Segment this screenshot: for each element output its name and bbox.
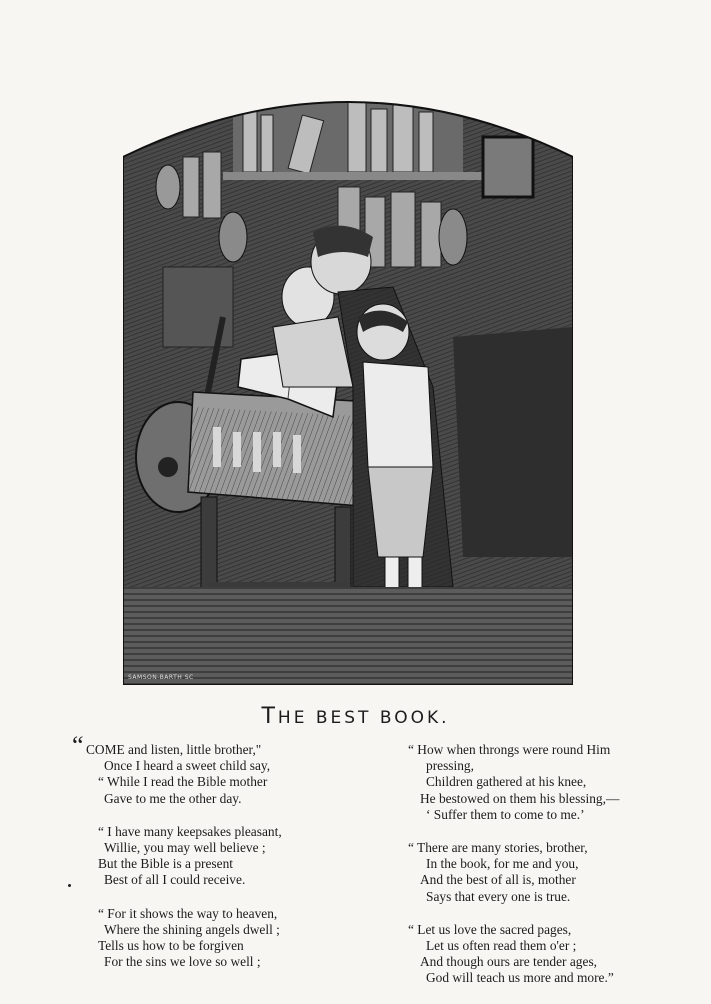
poem-line: “ For it shows the way to heaven, [98, 905, 278, 921]
poem-line: Children gathered at his knee, [426, 774, 587, 790]
poem-line: He bestowed on them his blessing,— [420, 790, 620, 806]
poem-line: Tells us how to be forgiven [98, 938, 244, 954]
poem-line: But the Bible is a present [98, 856, 233, 872]
stanza [408, 742, 698, 823]
poem-line: And though ours are tender ages, [420, 954, 598, 970]
poem-line: Best of all I could receive. [104, 872, 246, 888]
poem-line: pressing, [426, 758, 474, 774]
poem-line: In the book, for me and you, [426, 856, 579, 872]
poem-line: “ How when throngs were round Him [408, 742, 611, 757]
poem-line: ‘ Suffer them to come to me.’ [426, 806, 585, 822]
stanza [86, 906, 356, 971]
title-initial: T [261, 704, 278, 729]
poem-line: Gave to me the other day. [104, 790, 242, 806]
poem-line: God will teach us more and more.” [426, 970, 614, 986]
poem-line: “ I have many keepsakes pleasant, [98, 823, 282, 839]
poem-line: Let us often read them o'er ; [426, 938, 577, 954]
poem-line: And the best of all is, mother [420, 872, 576, 888]
poem-line: “ While I read the Bible mother [98, 774, 268, 790]
poem-line: “ Let us love the sacred pages, [408, 921, 572, 937]
title-text: HE BEST BOOK. [277, 708, 450, 728]
poem-title [0, 704, 711, 729]
stanza [86, 824, 356, 889]
poem-line: Where the shining angels dwell ; [104, 921, 280, 937]
poem-right-column [408, 742, 698, 1004]
poem-line: Once I heard a sweet child say, [104, 758, 271, 774]
stanza [408, 922, 698, 987]
poem-line: Willie, you may well believe ; [104, 840, 266, 856]
engraving-illustration [123, 87, 573, 685]
ink-speck [68, 884, 71, 887]
poem-line: For the sins we love so well ; [104, 954, 261, 970]
engraver-signature: SAMSON-BARTH SC [128, 674, 194, 681]
stanza [72, 731, 356, 807]
stanza [408, 840, 698, 905]
poem-line: Says that every one is true. [426, 888, 571, 904]
opening-quote-mark: “ [72, 731, 84, 760]
poem-left-column [72, 731, 356, 987]
poem-line: “ There are many stories, brother, [408, 840, 588, 856]
poem-line: COME and listen, little brother," [86, 742, 262, 757]
